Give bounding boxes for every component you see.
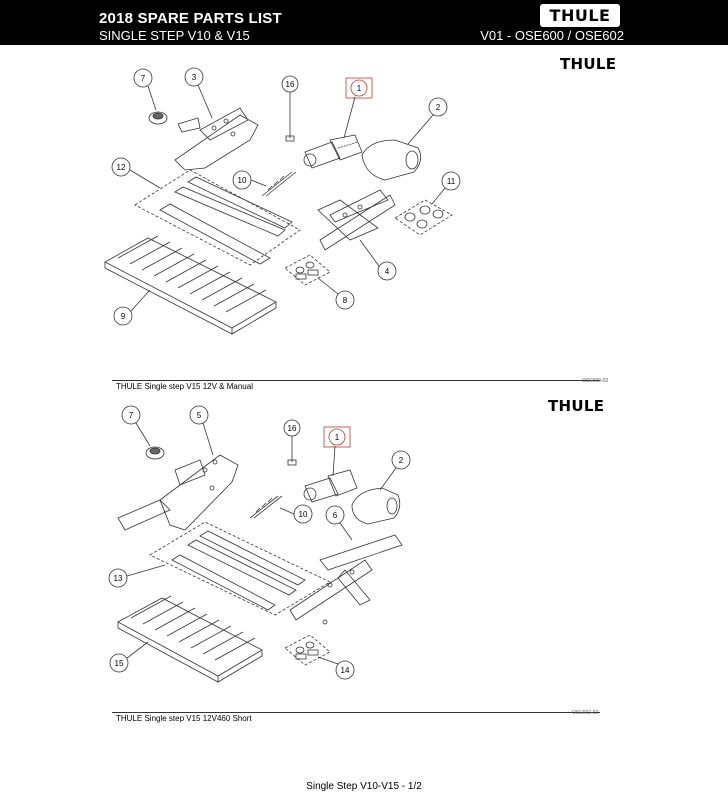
document-title: 2018 SPARE PARTS LIST [99,10,282,27]
diagram-1 [105,108,452,334]
part-6-arm [290,535,402,624]
callout-14: 14 [340,666,350,675]
callout-13: 13 [113,574,123,583]
part-1-motor [304,470,357,502]
part-3-bracket [175,108,258,170]
part-7-cap [146,447,164,459]
callout-6: 6 [332,511,338,520]
callout-16: 16 [285,80,295,89]
thule-logo: THULE [540,4,620,27]
callout-numbers-1 [117,73,456,321]
callout-10: 10 [298,510,308,519]
callouts-1 [112,68,460,325]
part-16-bolt [286,118,294,141]
callout-10: 10 [237,176,247,185]
part-1-motor [304,135,362,168]
callout-2: 2 [398,456,404,465]
diagram-2 [118,445,402,682]
section-1-caption: THULE Single step V15 12V & Manual [116,382,253,391]
callout-7: 7 [128,411,134,420]
section-2-caption: THULE Single step V15 12V460 Short [116,714,252,723]
callout-12: 12 [116,163,126,172]
callout-4: 4 [384,267,390,276]
part-10-spring [250,496,282,518]
part-7-cap [149,112,167,124]
part-15-platform [118,596,262,682]
part-9-platform [105,236,276,334]
callout-8: 8 [342,296,348,305]
part-2-cover [362,140,421,180]
part-5-bracket [118,455,238,530]
document-subtitle: SINGLE STEP V10 & V15 [99,28,250,43]
part-4-arm [318,190,395,250]
part-16-bolt [288,445,296,465]
callout-2: 2 [435,103,441,112]
document-code: V01 - OSE600 / OSE602 [480,28,624,43]
callout-7: 7 [140,74,146,83]
part-2-cover [352,488,400,524]
callout-3: 3 [191,73,197,82]
section-1-logo: THULE [560,55,617,73]
part-14-washers [285,635,330,665]
part-8-washers [285,255,330,285]
page-footer: Single Step V10-V15 - 1/2 [306,781,422,792]
section-2-code: OSE602-02 [572,710,599,716]
callout-11: 11 [446,177,456,186]
part-10-spring [262,172,296,196]
section-2-logo: THULE [548,397,605,415]
part-11-nuts [395,200,452,235]
callout-15: 15 [114,659,124,668]
callout-1: 1 [356,84,362,93]
callout-1: 1 [334,433,340,442]
callout-16: 16 [287,424,297,433]
callout-9: 9 [120,312,126,321]
section-1-code: OSE600-02 [582,378,609,384]
callout-5: 5 [196,411,202,420]
